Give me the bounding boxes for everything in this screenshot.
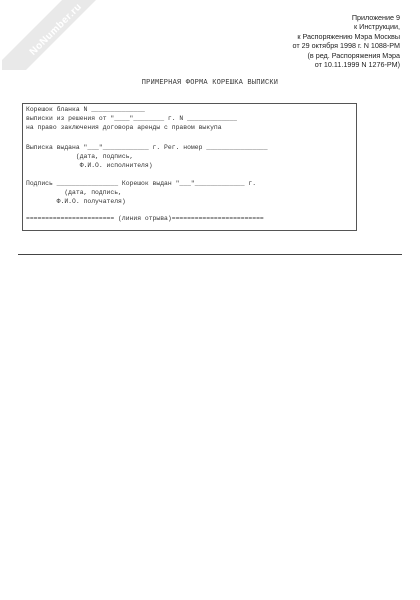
form-line-decision: выписки из решения от "____"________ г. N _____________	[26, 115, 237, 122]
appendix-line: от 29 октября 1998 г. N 1088-РМ	[292, 41, 400, 51]
form-line-caption-recipient: Ф.И.О. получателя)	[26, 198, 126, 205]
form-line-stub-number: Корешок бланка N ______________	[26, 106, 145, 113]
form-line-caption-executor: Ф.И.О. исполнителя)	[26, 162, 153, 169]
appendix-header	[210, 13, 400, 69]
watermark	[2, 0, 142, 70]
form-line-tear-line: ======================= (линия отрыва)========================	[26, 215, 264, 222]
appendix-line: к Распоряжению Мэра Москвы	[297, 31, 400, 41]
appendix-line: (в ред. Распоряжения Мэра	[307, 50, 400, 60]
appendix-line: от 10.11.1999 N 1276-РМ)	[314, 60, 400, 70]
form-line-signature: Подпись ________________ Корешок выдан "___"_____________ г.	[26, 180, 257, 187]
form-line-lease-right: на право заключения договора аренды с правом выкупа	[26, 124, 222, 131]
form-line-caption-date: (дата, подпись,	[26, 153, 134, 160]
watermark-text: NoNumber.ru	[27, 1, 85, 58]
form-line-caption-date-2: (дата, подпись,	[26, 189, 122, 196]
form-title: ПРИМЕРНАЯ ФОРМА КОРЕШКА ВЫПИСКИ	[141, 79, 279, 87]
appendix-line: к Инструкции,	[354, 22, 400, 32]
appendix-line: Приложение 9	[351, 13, 400, 22]
separator-line	[18, 254, 402, 255]
form-line-issued: Выписка выдана "___"____________ г. Рег. номер ________________	[26, 144, 268, 151]
